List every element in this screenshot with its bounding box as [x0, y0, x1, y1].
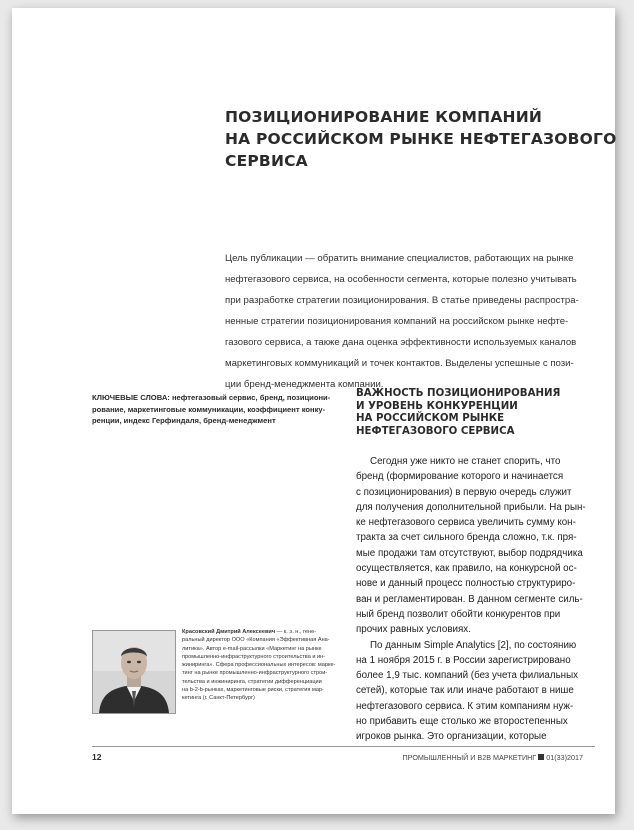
author-bio-line: тинг на рынке промышленно-инфраструктурного строи-: [182, 670, 328, 677]
body-line: более 1,9 тыс. компаний (без учета филиальных: [356, 670, 579, 682]
body-line: игроков рынка. Это организации, которые: [356, 731, 547, 743]
keywords-line: рование, маркетинговые коммуникации, коэффициент конку-: [92, 404, 326, 414]
author-name: Красовский Дмитрий Алексеевич: [182, 629, 276, 635]
body-line: но прибавить еще столько же второстепенных: [356, 716, 568, 728]
abstract-line: ненные стратегии позиционирования компаний на российском рынке нефте-: [225, 316, 569, 327]
section-heading-line: И УРОВЕНЬ КОНКУРЕНЦИИ: [356, 400, 518, 412]
body-line: По данным Simple Analytics [2], по состоянию: [370, 639, 577, 651]
section-heading-line: НЕФТЕГАЗОВОГО СЕРВИСА: [356, 425, 515, 437]
article-abstract: [225, 248, 595, 395]
author-photo: [92, 630, 176, 714]
keywords-line: ренции, индекс Герфиндаля, бренд-менеджмент: [92, 416, 276, 425]
body-line: с позиционирования) в первую очередь служит: [356, 486, 572, 498]
author-bio-line: на b-2-b-рынках, маркетинговые риски, стратегия мар-: [182, 687, 324, 694]
author-bio-line: [182, 628, 338, 636]
article-title-line: СЕРВИСА: [225, 152, 308, 170]
author-bio-line: тельства и инжиниринга, стратегии дифференциации: [182, 678, 322, 685]
body-line: прочих равных условиях.: [356, 624, 471, 636]
author-bio-line: кетинга (г. Санкт-Петербург): [182, 695, 255, 702]
body-line: для получения дополнительной прибыли. На рын-: [356, 501, 586, 513]
abstract-line: при разработке стратегии позиционирования. В статье приведены распростра-: [225, 295, 579, 306]
body-line: ван и регламентирован. В данном сегменте силь-: [356, 593, 583, 605]
footer-divider: [92, 746, 595, 747]
body-line: нове и данный процесс полностью структуриро-: [356, 578, 576, 590]
section-heading: [356, 388, 596, 438]
body-line: мые продажи там отсутствуют, выбор подрядчика: [356, 547, 583, 559]
author-bio: [182, 628, 338, 703]
author-bio-line: промышленно-инфраструктурного строительства и ин-: [182, 653, 326, 660]
author-bio-text: — к. э. н., гене-: [275, 629, 317, 635]
journal-name: ПРОМЫШЛЕННЫЙ И B2B МАРКЕТИНГ: [402, 753, 537, 762]
body-line: сетей), которые так или иначе работают в нише: [356, 685, 574, 697]
keywords-block: [92, 392, 332, 427]
square-bullet-icon: [538, 754, 544, 760]
body-line: ный бренд позволит обойти конкурентов при: [356, 608, 561, 620]
body-line: на 1 ноября 2015 г. в России зарегистрировано: [356, 654, 571, 666]
author-bio-line: ральный директор ООО «Компания «Эффективная Ана-: [182, 637, 330, 644]
abstract-line: Цель публикации — обратить внимание специалистов, работающих на рынке: [225, 253, 574, 264]
abstract-line: ции бренд-менеджмента компании.: [225, 379, 384, 390]
article-title-line: ПОЗИЦИОНИРОВАНИЕ КОМПАНИЙ: [225, 108, 543, 126]
body-line: Сегодня уже никто не станет спорить, что: [370, 456, 561, 467]
body-line: осуществляется, как правило, на конкурсной ос-: [356, 563, 577, 575]
article-body: [356, 454, 596, 745]
author-bio-line: литика». Автор e-mail-рассылки «Маркетинг на рынке: [182, 645, 322, 652]
author-bio-line: жиниринга». Сфера профессиональных интересов: марке-: [182, 662, 336, 669]
article-title: [225, 106, 617, 172]
page-number: 12: [92, 752, 102, 762]
body-line: ке нефтегазового сервиса увеличить сумму кон-: [356, 517, 576, 529]
abstract-line: нефтегазового сервиса, на особенности сегмента, которые полезно учитывать: [225, 274, 577, 285]
journal-issue: 01(33)2017: [546, 753, 583, 762]
author-portrait-image: [93, 631, 175, 713]
abstract-line: маркетинговых коммуникаций и точек контактов. Выделены успешные с пози-: [225, 358, 574, 369]
body-line: нефтегазового сервиса. К этим компаниям нуж-: [356, 700, 574, 712]
magazine-page: [12, 8, 615, 814]
article-title-line: НА РОССИЙСКОМ РЫНКЕ НЕФТЕГАЗОВОГО: [225, 130, 617, 148]
body-line: тракта за счет сильного бренда сложно, т.к. пря-: [356, 532, 577, 544]
keywords-line: КЛЮЧЕВЫЕ СЛОВА: нефтегазовый сервис, бренд, позициони-: [92, 393, 331, 402]
body-line: бренд (формирование которого и начинается: [356, 471, 564, 483]
section-heading-line: ВАЖНОСТЬ ПОЗИЦИОНИРОВАНИЯ: [356, 388, 561, 399]
section-heading-line: НА РОССИЙСКОМ РЫНКЕ: [356, 413, 505, 424]
journal-footer: [403, 753, 583, 762]
abstract-line: газового сервиса, а также дана оценка эффективности используемых каналов: [225, 337, 577, 348]
